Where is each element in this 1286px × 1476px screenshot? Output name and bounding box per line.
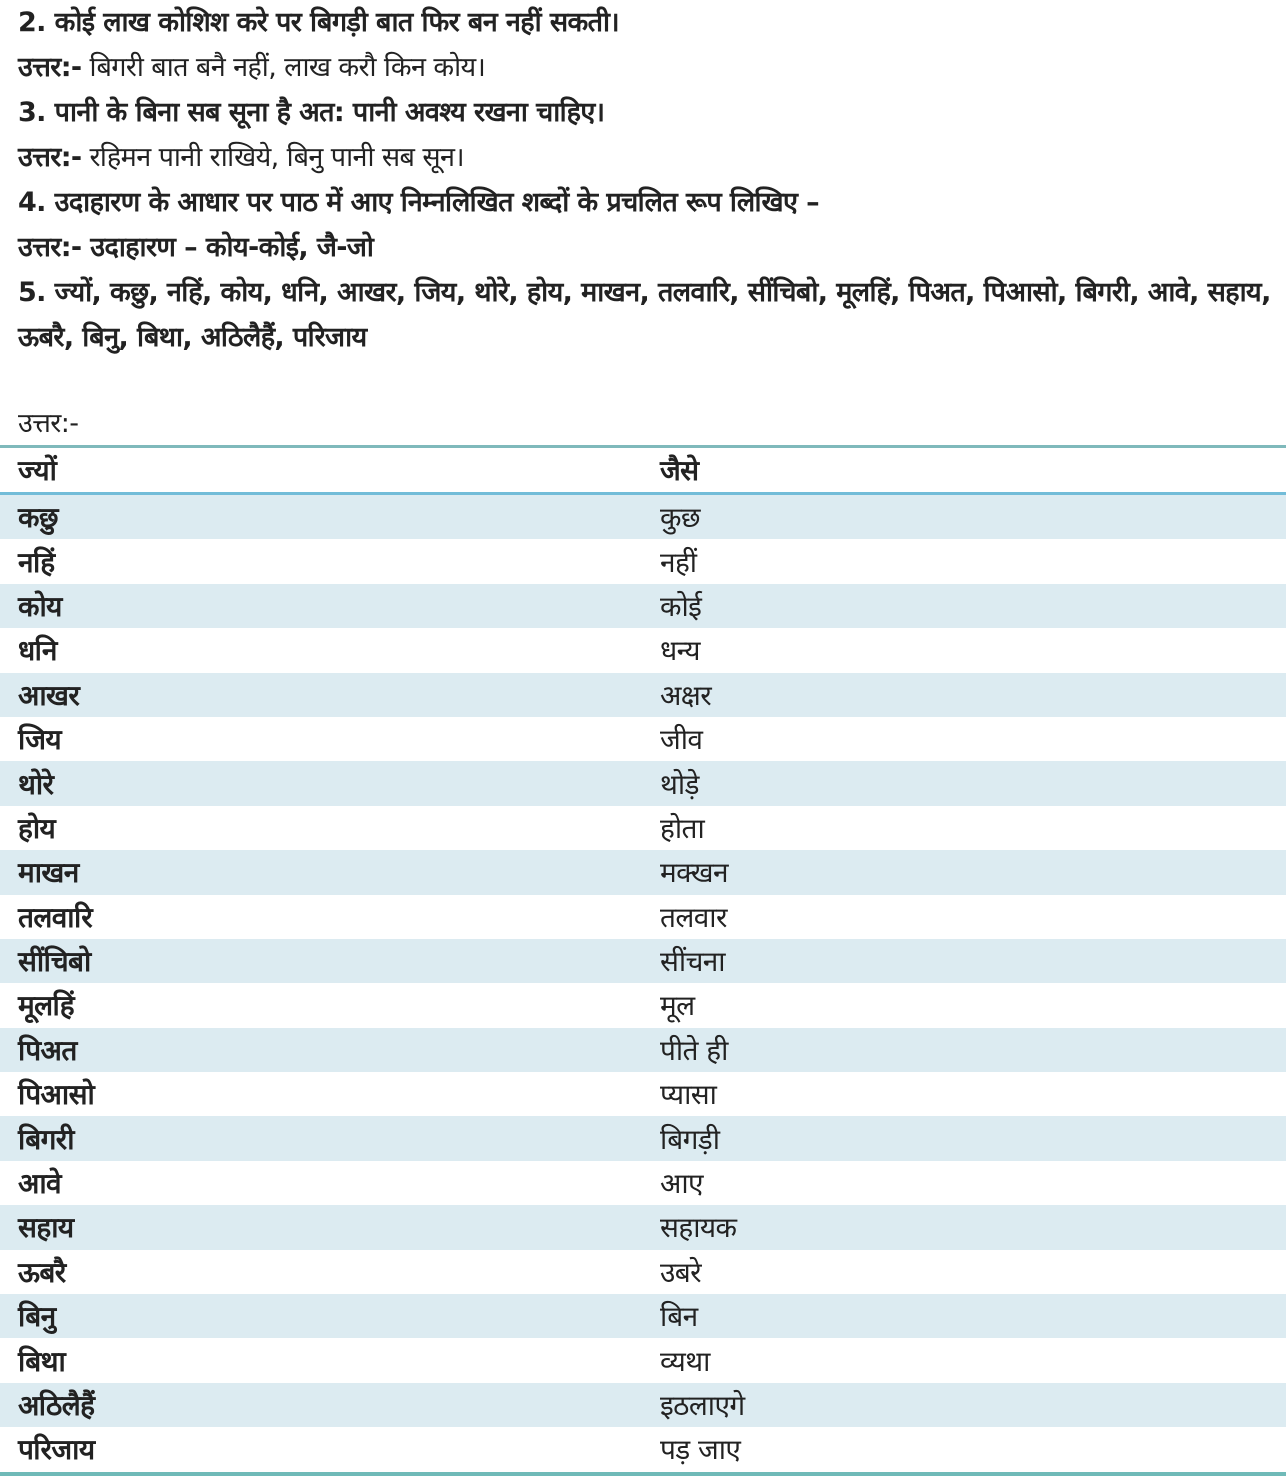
table-body xyxy=(0,495,1286,1472)
table-row xyxy=(0,895,1286,939)
table-row xyxy=(0,1205,1286,1249)
cell-original-word: तलवारि xyxy=(18,900,93,934)
header-cell-original: ज्यों xyxy=(18,454,57,487)
cell-common-form: धन्य xyxy=(660,634,700,668)
cell-common-form: प्यासा xyxy=(660,1078,717,1112)
cell-original-word: माखन xyxy=(18,856,79,890)
table-row xyxy=(0,1072,1286,1116)
cell-common-form: नहीं xyxy=(660,545,697,579)
question-text-block xyxy=(18,0,1280,360)
table-row xyxy=(0,628,1286,672)
cell-original-word: होय xyxy=(18,811,56,845)
cell-common-form: सहायक xyxy=(660,1211,737,1245)
answer-5-label: उत्तर:- xyxy=(18,408,79,439)
cell-original-word: कोय xyxy=(18,589,62,623)
table-row xyxy=(0,806,1286,850)
table-row xyxy=(0,850,1286,894)
answer-label: उत्तर:- xyxy=(18,52,82,83)
cell-common-form: मक्खन xyxy=(660,856,728,890)
cell-original-word: धनि xyxy=(18,634,57,668)
question-4: 4. उदाहारण के आधार पर पाठ में आए निम्नलिखित शब्दों के प्रचलित रूप लिखिए – xyxy=(18,187,820,218)
cell-common-form: तलवार xyxy=(660,900,727,934)
header-cell-common: जैसे xyxy=(660,454,699,487)
table-row xyxy=(0,1338,1286,1382)
cell-original-word: कछु xyxy=(18,501,58,535)
table-row xyxy=(0,1028,1286,1072)
cell-common-form: अक्षर xyxy=(660,678,712,712)
cell-original-word: बिनु xyxy=(18,1300,56,1334)
table-row xyxy=(0,761,1286,805)
table-row xyxy=(0,673,1286,717)
cell-original-word: सहाय xyxy=(18,1211,74,1245)
table-header-row xyxy=(0,448,1286,492)
question-5: 5. ज्यों, कछु, नहिं, कोय, धनि, आखर, जिय, थोरे, होय, माखन, तलवारि, सींचिबो, मूलहिं, पिअत, पिआसो, बिगरी, आवे, सहाय, ऊबरै, बिनु, बिथा, अठिलैहैं, परिजाय xyxy=(18,277,1271,353)
cell-common-form: कुछ xyxy=(660,501,700,535)
answer-4 xyxy=(18,225,1280,270)
cell-common-form: पड़ जाए xyxy=(660,1433,741,1467)
cell-original-word: सींचिबो xyxy=(18,945,91,979)
cell-common-form: जीव xyxy=(660,723,703,757)
cell-original-word: आखर xyxy=(18,678,80,712)
table-row xyxy=(0,1294,1286,1338)
cell-common-form: इठलाएगे xyxy=(660,1389,745,1422)
cell-original-word: थोरे xyxy=(18,767,54,801)
question-3: 3. पानी के बिना सब सूना है अत: पानी अवश्य रखना चाहिए। xyxy=(18,97,605,128)
cell-original-word: ऊबरै xyxy=(18,1255,66,1289)
cell-common-form: होता xyxy=(660,811,705,845)
cell-original-word: पिआसो xyxy=(18,1078,95,1112)
answer-label: उत्तर:- उदाहारण – कोय-कोई, जै-जो xyxy=(18,232,374,263)
cell-original-word: अठिलैहैं xyxy=(18,1389,95,1422)
table-row xyxy=(0,1383,1286,1427)
cell-common-form: व्यथा xyxy=(660,1344,710,1378)
cell-original-word: परिजाय xyxy=(18,1433,95,1467)
cell-original-word: बिगरी xyxy=(18,1122,74,1156)
cell-common-form: पीते ही xyxy=(660,1033,728,1067)
question-2: 2. कोई लाख कोशिश करे पर बिगड़ी बात फिर बन नहीं सकती। xyxy=(18,7,620,38)
answer-label: उत्तर:- xyxy=(18,142,82,173)
table-row xyxy=(0,939,1286,983)
table-row xyxy=(0,983,1286,1027)
table-row xyxy=(0,495,1286,539)
word-forms-table xyxy=(0,445,1286,1476)
table-row xyxy=(0,1161,1286,1205)
answer-text: बिगरी बात बनै नहीं, लाख करौ किन कोय। xyxy=(81,52,486,83)
cell-common-form: आए xyxy=(660,1167,703,1201)
cell-original-word: जिय xyxy=(18,723,62,757)
cell-common-form: बिगड़ी xyxy=(660,1122,720,1156)
cell-original-word: नहिं xyxy=(18,545,55,579)
answer-3 xyxy=(18,135,1280,180)
cell-common-form: उबरे xyxy=(660,1255,701,1289)
cell-original-word: बिथा xyxy=(18,1344,66,1378)
cell-original-word: आवे xyxy=(18,1167,61,1201)
table-row xyxy=(0,584,1286,628)
cell-common-form: थोड़े xyxy=(660,767,699,801)
table-row xyxy=(0,1427,1286,1471)
table-row xyxy=(0,1250,1286,1294)
table-row xyxy=(0,1116,1286,1160)
cell-common-form: कोई xyxy=(660,589,702,623)
cell-original-word: मूलहिं xyxy=(18,989,75,1023)
cell-common-form: मूल xyxy=(660,989,695,1023)
answer-text: रहिमन पानी राखिये, बिनु पानी सब सून। xyxy=(81,142,464,173)
cell-common-form: सींचना xyxy=(660,945,725,979)
answer-2 xyxy=(18,45,1280,90)
table-row xyxy=(0,717,1286,761)
table-row xyxy=(0,539,1286,583)
cell-common-form: बिन xyxy=(660,1300,698,1334)
cell-original-word: पिअत xyxy=(18,1033,77,1067)
